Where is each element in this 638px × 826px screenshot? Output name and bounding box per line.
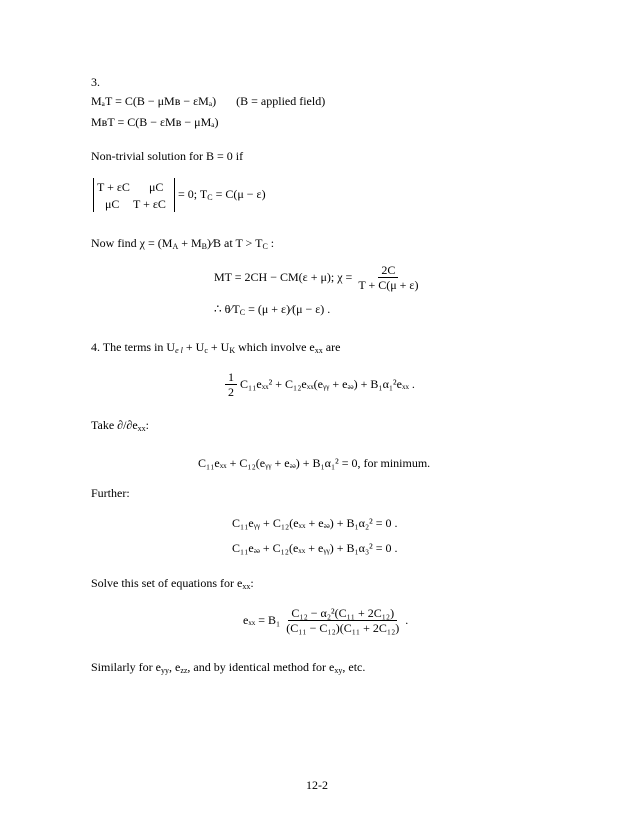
det-result-text: = 0; T bbox=[178, 187, 208, 201]
intro-d: which involve e bbox=[235, 340, 315, 354]
sub-xy: xy bbox=[334, 666, 343, 675]
det-result-subscript: C bbox=[207, 193, 213, 202]
intro-e: are bbox=[322, 340, 341, 354]
det-r2c2: T + εC bbox=[133, 197, 166, 211]
chi-fraction bbox=[355, 263, 421, 293]
take-colon: : bbox=[145, 418, 150, 432]
intro-b: + U bbox=[182, 340, 205, 354]
problem-3-number: 3. bbox=[91, 75, 100, 89]
sub-c-u: c bbox=[204, 346, 208, 355]
sub-a: A bbox=[172, 242, 179, 251]
find-text: Now find bbox=[91, 236, 137, 250]
derivative-equation: C₁₁eₓₓ + C₁₂(eᵧᵧ + eₔₔ) + B₁α₁² = 0, for minimum. bbox=[198, 456, 431, 470]
exx-denominator: (C₁₁ − C₁₂)(C₁₁ + 2C₁₂) bbox=[286, 621, 400, 635]
similarly-line bbox=[91, 660, 365, 678]
sub-yy: yy bbox=[160, 666, 169, 675]
sim-c: , and by identical method for e bbox=[187, 660, 335, 674]
page-number: 12-2 bbox=[306, 778, 328, 792]
sub-k: K bbox=[229, 346, 236, 355]
intro-a: 4. The terms in U bbox=[91, 340, 176, 354]
similarly-text: Similarly for e bbox=[91, 660, 161, 674]
mt-equation bbox=[214, 263, 421, 293]
sub-el: e l bbox=[175, 346, 183, 355]
further-text: Further: bbox=[91, 486, 130, 500]
find-expr2: + M bbox=[178, 236, 202, 250]
half-fraction bbox=[225, 370, 237, 400]
find-chi-line bbox=[91, 236, 274, 254]
theta-equation bbox=[214, 302, 330, 320]
take-text: Take ∂/∂e bbox=[91, 418, 138, 432]
find-expr3: )∕B at T > T bbox=[207, 236, 263, 250]
problem-4-intro bbox=[91, 340, 340, 358]
take-derivative-line bbox=[91, 418, 149, 436]
sub-xx: xx bbox=[314, 346, 323, 355]
sub-zz: zz bbox=[180, 666, 188, 675]
find-expr: χ = (M bbox=[139, 236, 173, 250]
sub-xx-take: xx bbox=[137, 424, 146, 433]
equation-ma bbox=[91, 94, 325, 108]
intro-c: + U bbox=[207, 340, 230, 354]
det-r1c2: μC bbox=[149, 180, 164, 194]
find-tail: : bbox=[267, 236, 275, 250]
theta-eq-text: ∴ θ∕T bbox=[214, 302, 240, 316]
sim-b: , e bbox=[168, 660, 181, 674]
further-equation-zz: C₁₁eₔₔ + C₁₂(eₓₓ + eᵧᵧ) + B₁α₃² = 0 . bbox=[232, 541, 398, 555]
determinant bbox=[93, 178, 175, 212]
mt-eq-text: MT = 2CH − CM(ε + μ); χ = bbox=[214, 269, 353, 284]
exx-solution bbox=[243, 606, 408, 636]
energy-expr-text: C₁₁eₓₓ² + C₁₂eₓₓ(eᵧᵧ + eₔₔ) + B₁α₁²eₓₓ . bbox=[240, 376, 415, 391]
half-numerator: 1 bbox=[225, 370, 237, 385]
critical-temperature-result bbox=[178, 187, 266, 205]
sim-d: , etc. bbox=[342, 660, 366, 674]
solve-text-line bbox=[91, 576, 254, 594]
half-denominator: 2 bbox=[228, 385, 234, 399]
sub-b: B bbox=[201, 242, 207, 251]
det-r1c1: T + εC bbox=[97, 180, 130, 194]
chi-denominator: T + C(μ + ε) bbox=[358, 278, 419, 292]
further-equation-yy: C₁₁eᵧᵧ + C₁₂(eₓₓ + eₔₔ) + B₁α₂² = 0 . bbox=[232, 516, 398, 530]
equation-ma-text: MₐT = C(B − μMʙ − εMₐ) bbox=[91, 94, 217, 108]
exx-fraction bbox=[283, 606, 402, 636]
equation-ma-note: (B = applied field) bbox=[236, 94, 326, 108]
equation-mb: MʙT = C(B − εMʙ − μMₐ) bbox=[91, 115, 219, 129]
solve-colon: : bbox=[250, 576, 254, 590]
chi-numerator: 2C bbox=[378, 263, 398, 278]
det-r2c1: μC bbox=[105, 197, 120, 211]
exx-tail: . bbox=[405, 612, 409, 627]
sub-c-theta: C bbox=[239, 308, 246, 317]
theta-eq-tail: = (μ + ε)∕(μ − ε) . bbox=[245, 302, 331, 316]
exx-lhs: eₓₓ = B₁ bbox=[243, 612, 281, 627]
sub-xx-solve: xx bbox=[242, 582, 251, 591]
exx-numerator: C₁₂ − α₂²(C₁₁ + 2C₁₂) bbox=[288, 606, 397, 621]
sub-c: C bbox=[262, 242, 268, 251]
det-result-tail: = C(μ − ε) bbox=[212, 187, 266, 201]
nontrivial-condition-text: Non-trivial solution for B = 0 if bbox=[91, 149, 244, 163]
solve-text: Solve this set of equations for e bbox=[91, 576, 243, 590]
energy-expression bbox=[225, 370, 415, 400]
